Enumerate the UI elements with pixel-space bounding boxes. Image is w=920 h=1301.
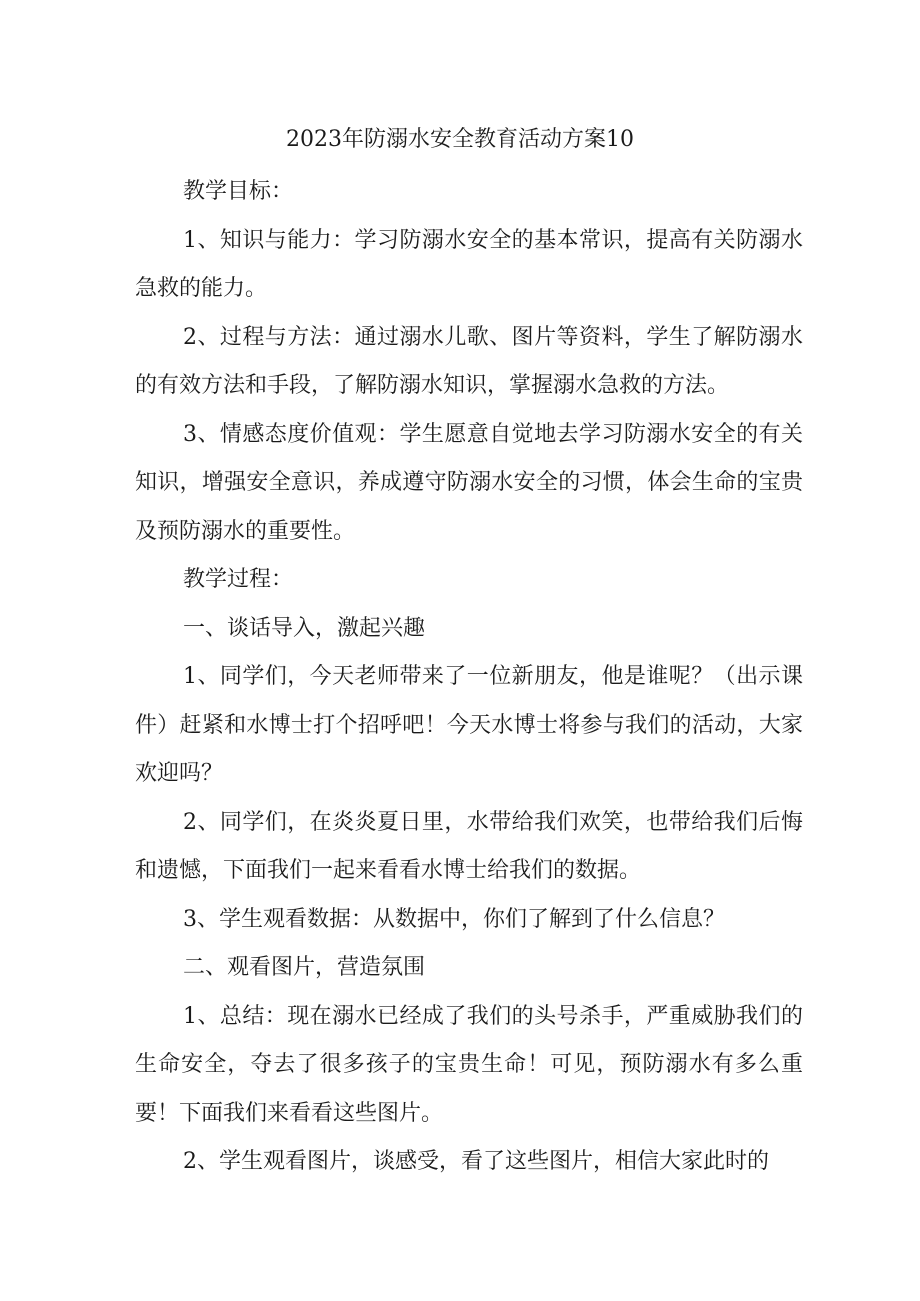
process-paragraph: 1、总结：现在溺水已经成了我们的头号杀手，严重威胁我们的生命安全，夺去了很多孩子的宝贵生命！可见，预防溺水有多么重要！下面我们来看看这些图片。 bbox=[135, 1003, 803, 1126]
objective-paragraph: 2、过程与方法：通过溺水儿歌、图片等资料，学生了解防溺水的有效方法和手段，了解防溺水知识，掌握溺水急救的方法。 bbox=[135, 324, 803, 398]
objective-paragraph: 3、情感态度价值观：学生愿意自觉地去学习防溺水安全的有关知识，增强安全意识，养成遵守防溺水安全的习惯，体会生命的宝贵及预防溺水的重要性。 bbox=[135, 421, 803, 544]
process-paragraph: 3、学生观看数据：从数据中，你们了解到了什么信息？ bbox=[183, 906, 725, 932]
section-heading-process: 教学过程： bbox=[183, 567, 294, 592]
document-body bbox=[135, 168, 803, 1187]
process-paragraph: 1、同学们，今天老师带来了一位新朋友，他是谁呢？（出示课件）赶紧和水博士打个招呼吧！今天水博士将参与我们的活动，大家欢迎吗？ bbox=[135, 664, 803, 786]
section-heading-objectives: 教学目标： bbox=[183, 179, 294, 204]
process-paragraph: 2、同学们，在炎炎夏日里，水带给我们欢笑，也带给我们后悔和遗憾，下面我们一起来看看水博士给我们的数据。 bbox=[135, 809, 803, 883]
process-paragraph: 2、学生观看图片，谈感受，看了这些图片，相信大家此时的 bbox=[183, 1149, 769, 1174]
subsection-heading: 二、观看图片，营造氛围 bbox=[183, 955, 426, 980]
subsection-heading: 一、谈话导入，激起兴趣 bbox=[183, 615, 426, 641]
objective-paragraph: 1、知识与能力：学习防溺水安全的基本常识，提高有关防溺水急救的能力。 bbox=[135, 227, 803, 301]
document-title: 2023年防溺水安全教育活动方案10 bbox=[286, 127, 634, 152]
